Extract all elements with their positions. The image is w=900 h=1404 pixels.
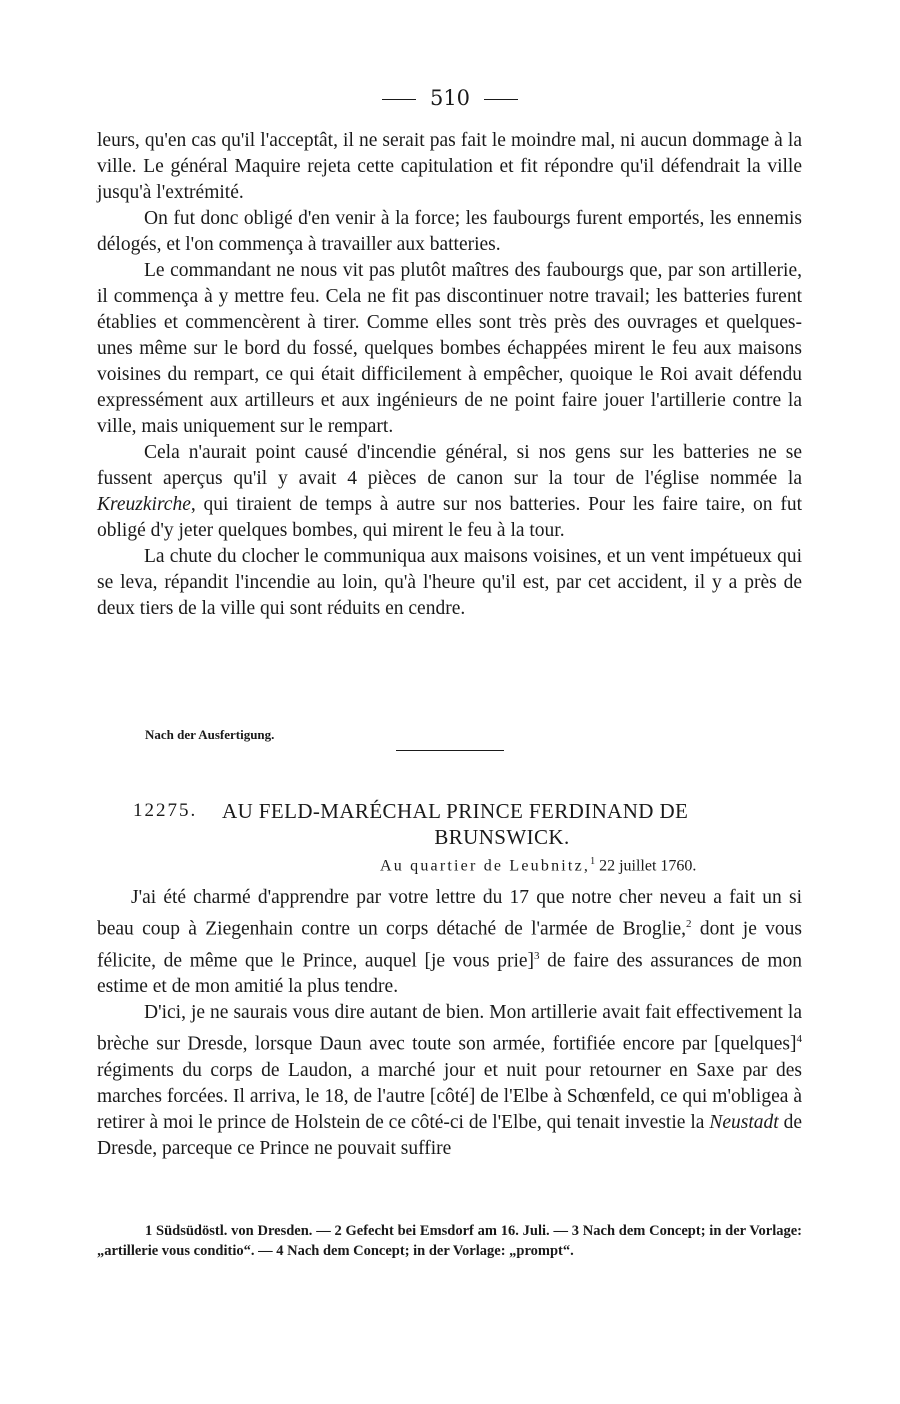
- paragraph-4-part-b: , qui tiraient de temps à autre sur nos batteries. Pour les faire taire, on fut obligé d'y jeter quelques bombes, qui mirent le feu à la tour.: [97, 494, 802, 541]
- letter-p1-c: de faire des assurances de mon estime et de mon amitié la plus tendre.: [97, 950, 802, 997]
- dateline-place: Au quartier de Leubnitz,: [380, 857, 591, 875]
- page-number: 510: [429, 86, 471, 110]
- header-dash-left: [382, 99, 416, 100]
- letter-p1-b: dont je vous félicite, de même que le Prince, auquel [je vous prie]: [97, 918, 802, 971]
- letter-p2-b: régiments du corps de Laudon, a marché jour et nuit pour retourner en Saxe par des marches forcées. Il arriva, le 18, de l'autre [côté] de l'Elbe à Schœnfeld, ce qui m'obligea à retirer à moi le prince de Holstein de ce côté-ci de l'Elbe, qui tenait investie la: [97, 1059, 802, 1133]
- letter-p2-c: de Dresde, parceque ce Prince ne pouvait suffire: [97, 1111, 802, 1159]
- paragraph-4-part-a: Cela n'aurait point causé d'incendie général, si nos gens sur les batteries ne se fussent aperçus qu'il y avait 4 pièces de canon sur la tour de l'église nommée la: [97, 442, 802, 489]
- footnote-marker-4: 4: [796, 1033, 802, 1045]
- main-text-continued: [97, 128, 802, 622]
- letter-title-line-1: AU FELD-MARÉCHAL PRINCE FERDINAND DE: [222, 799, 689, 823]
- letter-paragraph-2: [97, 1000, 802, 1162]
- section-divider: [396, 750, 504, 751]
- footnote-3-text: Nach dem Concept; in der Vorlage: „artillerie vous conditio“. —: [97, 1223, 802, 1259]
- footnote-1-marker: 1: [145, 1223, 153, 1239]
- letter-p1-a: J'ai été charmé d'apprendre par votre lettre du 17 que notre cher neveu a fait un si beau coup à Ziegenhain contre un corps détaché de l'armée de Broglie,: [97, 887, 802, 940]
- page-header: [0, 86, 900, 110]
- letter-title-line-2: BRUNSWICK.: [434, 825, 570, 849]
- footnote-3-marker: 3: [571, 1223, 579, 1239]
- paragraph-5: La chute du clocher le communiqua aux maisons voisines, et un vent impétueux qui se leva, répandit l'incendie au loin, qu'à l'heure qu'il est, par cet accident, il y a près de deux tiers de la ville qui sont réduits en cendre.: [97, 546, 802, 619]
- paragraph-3: Le commandant ne nous vit pas plutôt maîtres des faubourgs que, par son artillerie, il commença à y mettre feu. Cela ne fit pas discontinuer notre travail; les batteries furent établies et commencèrent à tirer. Comme elles sont très près des ouvrages et quelques-unes même sur le bord du fossé, quelques bombes échappées mirent le feu aux maisons voisines du rempart, ce qui était difficilement à empêcher, quoique le Roi avait défendu expressément aux artilleurs et aux ingénieurs de ne point faire jouer l'artillerie contre la ville, mais uniquement sur le rempart.: [97, 260, 802, 437]
- letter-text: [97, 885, 802, 1162]
- footnote-marker-3: 3: [534, 949, 540, 962]
- letter-p2-a: D'ici, je ne saurais vous dire autant de bien. Mon artillerie avait fait effectivement la brèche sur Dresde, lorsque Daun avec toute son armée, fortifiée encore par [quelques]: [97, 1002, 802, 1055]
- letter-title: [222, 798, 782, 850]
- dateline-footnote-marker: 1: [590, 856, 596, 867]
- footnote-1-text: Südsüdöstl. von Dresden. —: [152, 1223, 335, 1239]
- paragraph-4: [97, 440, 802, 544]
- footnote-marker-2: 2: [686, 918, 692, 930]
- source-note: Nach der Ausfertigung.: [145, 727, 275, 742]
- letter-dateline: [380, 856, 805, 875]
- header-dash-right: [484, 99, 518, 100]
- footnotes: [97, 1221, 802, 1261]
- footnote-4-marker: 4: [276, 1243, 284, 1259]
- dateline-date: 22 juillet 1760.: [595, 857, 697, 875]
- footnote-2-marker: 2: [334, 1223, 342, 1239]
- paragraph-2: On fut donc obligé d'en venir à la force; les faubourgs furent emportés, les ennemis délogés, et l'on commença à travailler aux batteries.: [97, 208, 802, 255]
- kreuzkirche-italic: Kreuzkirche: [97, 494, 191, 515]
- letter-paragraph-1: [97, 885, 802, 1000]
- neustadt-italic: Neustadt: [709, 1111, 779, 1133]
- paragraph-1: leurs, qu'en cas qu'il l'acceptât, il ne serait pas fait le moindre mal, ni aucun dommage à la ville. Le général Maquire rejeta cette capitulation et fit répondre qu'il défendrait la ville jusqu'à l'extrémité.: [97, 130, 802, 203]
- letter-number: 12275.: [133, 800, 198, 821]
- footnote-2-text: Gefecht bei Emsdorf am 16. Juli. —: [341, 1223, 572, 1239]
- footnote-4-text: Nach dem Concept; in der Vorlage: „prompt“.: [283, 1243, 574, 1259]
